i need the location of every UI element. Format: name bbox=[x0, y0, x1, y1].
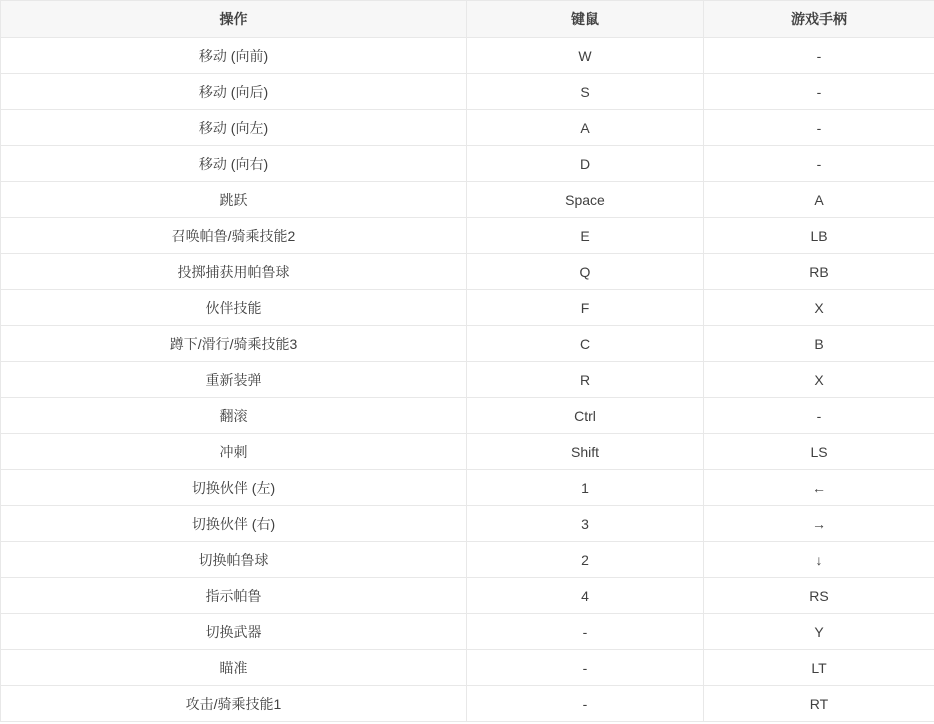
keyboard-mouse-cell: W bbox=[467, 38, 704, 74]
header-row bbox=[1, 1, 934, 38]
keyboard-mouse-cell: - bbox=[467, 614, 704, 650]
table-row bbox=[1, 650, 934, 686]
gamepad-cell: B bbox=[704, 326, 934, 362]
operation-cell: 瞄准 bbox=[1, 650, 467, 686]
operation-cell: 切换伙伴 (右) bbox=[1, 506, 467, 542]
keyboard-mouse-cell: Ctrl bbox=[467, 398, 704, 434]
table-row bbox=[1, 110, 934, 146]
gamepad-cell: X bbox=[704, 290, 934, 326]
operation-cell: 冲刺 bbox=[1, 434, 467, 470]
operation-cell: 移动 (向左) bbox=[1, 110, 467, 146]
operation-cell: 移动 (向前) bbox=[1, 38, 467, 74]
operation-cell: 跳跃 bbox=[1, 182, 467, 218]
keyboard-mouse-cell: A bbox=[467, 110, 704, 146]
operation-cell: 移动 (向右) bbox=[1, 146, 467, 182]
gamepad-cell: - bbox=[704, 74, 934, 110]
column-header-operation: 操作 bbox=[1, 1, 467, 38]
gamepad-cell: LT bbox=[704, 650, 934, 686]
gamepad-cell: Y bbox=[704, 614, 934, 650]
gamepad-cell: ↓ bbox=[704, 542, 934, 578]
operation-cell: 指示帕鲁 bbox=[1, 578, 467, 614]
gamepad-cell: - bbox=[704, 398, 934, 434]
table-row bbox=[1, 38, 934, 74]
column-header-keyboard-mouse: 键鼠 bbox=[467, 1, 704, 38]
table-row bbox=[1, 686, 934, 722]
table-row bbox=[1, 326, 934, 362]
operation-cell: 切换伙伴 (左) bbox=[1, 470, 467, 506]
keyboard-mouse-cell: - bbox=[467, 650, 704, 686]
keyboard-mouse-cell: E bbox=[467, 218, 704, 254]
table-row bbox=[1, 434, 934, 470]
keyboard-mouse-cell: 3 bbox=[467, 506, 704, 542]
table-row bbox=[1, 218, 934, 254]
operation-cell: 移动 (向后) bbox=[1, 74, 467, 110]
gamepad-cell: RB bbox=[704, 254, 934, 290]
operation-cell: 重新装弹 bbox=[1, 362, 467, 398]
keyboard-mouse-cell: S bbox=[467, 74, 704, 110]
keyboard-mouse-cell: Q bbox=[467, 254, 704, 290]
gamepad-cell: - bbox=[704, 110, 934, 146]
keyboard-mouse-cell: 2 bbox=[467, 542, 704, 578]
gamepad-cell: - bbox=[704, 38, 934, 74]
gamepad-cell: ← bbox=[704, 470, 934, 506]
gamepad-cell: RT bbox=[704, 686, 934, 722]
gamepad-cell: RS bbox=[704, 578, 934, 614]
gamepad-cell: - bbox=[704, 146, 934, 182]
keyboard-mouse-cell: Space bbox=[467, 182, 704, 218]
gamepad-cell: → bbox=[704, 506, 934, 542]
table-row bbox=[1, 542, 934, 578]
table-row bbox=[1, 182, 934, 218]
table-row bbox=[1, 74, 934, 110]
keyboard-mouse-cell: D bbox=[467, 146, 704, 182]
table-row bbox=[1, 362, 934, 398]
table-row bbox=[1, 146, 934, 182]
keyboard-mouse-cell: F bbox=[467, 290, 704, 326]
keyboard-mouse-cell: - bbox=[467, 686, 704, 722]
column-header-gamepad: 游戏手柄 bbox=[704, 1, 934, 38]
table-row bbox=[1, 398, 934, 434]
table-row bbox=[1, 470, 934, 506]
keyboard-mouse-cell: 4 bbox=[467, 578, 704, 614]
table-body bbox=[1, 38, 934, 722]
operation-cell: 切换武器 bbox=[1, 614, 467, 650]
keyboard-mouse-cell: C bbox=[467, 326, 704, 362]
gamepad-cell: X bbox=[704, 362, 934, 398]
keyboard-mouse-cell: R bbox=[467, 362, 704, 398]
operation-cell: 切换帕鲁球 bbox=[1, 542, 467, 578]
table-row bbox=[1, 290, 934, 326]
gamepad-cell: LS bbox=[704, 434, 934, 470]
table-row bbox=[1, 254, 934, 290]
gamepad-cell: LB bbox=[704, 218, 934, 254]
operation-cell: 投掷捕获用帕鲁球 bbox=[1, 254, 467, 290]
keyboard-mouse-cell: Shift bbox=[467, 434, 704, 470]
table-row bbox=[1, 614, 934, 650]
operation-cell: 蹲下/滑行/骑乘技能3 bbox=[1, 326, 467, 362]
keyboard-mouse-cell: 1 bbox=[467, 470, 704, 506]
table-row bbox=[1, 578, 934, 614]
operation-cell: 召唤帕鲁/骑乘技能2 bbox=[1, 218, 467, 254]
gamepad-cell: A bbox=[704, 182, 934, 218]
operation-cell: 伙伴技能 bbox=[1, 290, 467, 326]
operation-cell: 攻击/骑乘技能1 bbox=[1, 686, 467, 722]
table-row bbox=[1, 506, 934, 542]
operation-cell: 翻滚 bbox=[1, 398, 467, 434]
